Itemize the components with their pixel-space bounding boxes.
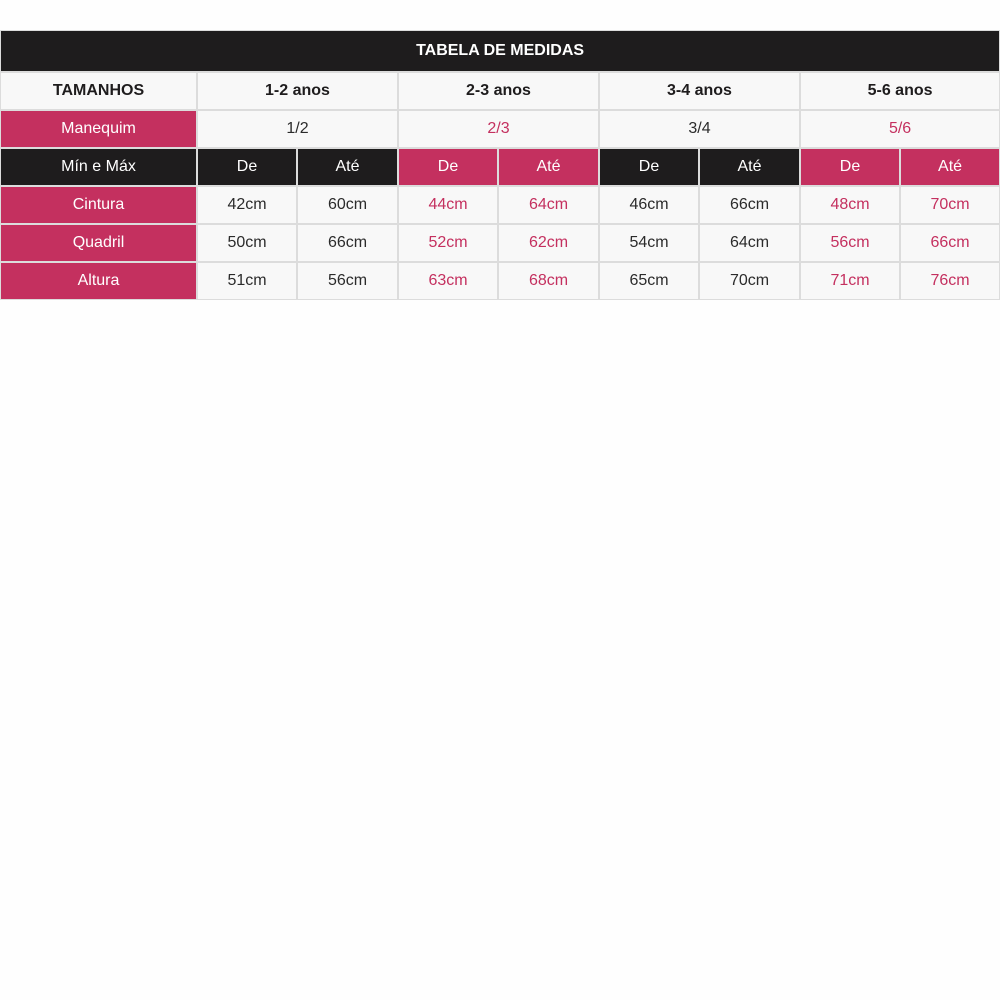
de-header: De: [398, 148, 498, 186]
table-row-altura: [0, 262, 1000, 300]
measure-value: 62cm: [498, 224, 599, 262]
manequim-value: 2/3: [398, 110, 599, 148]
measure-value: 60cm: [297, 186, 398, 224]
measure-value: 63cm: [398, 262, 498, 300]
measure-label: Quadril: [0, 224, 197, 262]
minmax-row: [0, 148, 1000, 186]
manequim-row: [0, 110, 1000, 148]
size-header: 3-4 anos: [599, 72, 800, 110]
measure-value: 66cm: [297, 224, 398, 262]
table-title: TABELA DE MEDIDAS: [0, 30, 1000, 72]
measure-value: 66cm: [900, 224, 1000, 262]
measure-value: 65cm: [599, 262, 699, 300]
measure-value: 46cm: [599, 186, 699, 224]
table-title-row: [0, 30, 1000, 72]
measure-value: 48cm: [800, 186, 900, 224]
measure-value: 66cm: [699, 186, 800, 224]
table-row-quadril: [0, 224, 1000, 262]
ate-header: Até: [498, 148, 599, 186]
de-header: De: [599, 148, 699, 186]
size-header: 1-2 anos: [197, 72, 398, 110]
measure-value: 44cm: [398, 186, 498, 224]
measure-value: 64cm: [699, 224, 800, 262]
measure-value: 56cm: [297, 262, 398, 300]
measure-value: 42cm: [197, 186, 297, 224]
manequim-value: 3/4: [599, 110, 800, 148]
ate-header: Até: [297, 148, 398, 186]
de-header: De: [800, 148, 900, 186]
measure-value: 51cm: [197, 262, 297, 300]
manequim-value: 1/2: [197, 110, 398, 148]
measure-value: 50cm: [197, 224, 297, 262]
measure-value: 56cm: [800, 224, 900, 262]
measure-label: Altura: [0, 262, 197, 300]
measure-value: 54cm: [599, 224, 699, 262]
ate-header: Até: [699, 148, 800, 186]
ate-header: Até: [900, 148, 1000, 186]
measure-value: 64cm: [498, 186, 599, 224]
size-header: 2-3 anos: [398, 72, 599, 110]
measure-value: 52cm: [398, 224, 498, 262]
minmax-label: Mín e Máx: [0, 148, 197, 186]
measure-value: 68cm: [498, 262, 599, 300]
de-header: De: [197, 148, 297, 186]
measure-value: 76cm: [900, 262, 1000, 300]
size-header: 5-6 anos: [800, 72, 1000, 110]
sizes-label: TAMANHOS: [0, 72, 197, 110]
measure-value: 71cm: [800, 262, 900, 300]
measure-label: Cintura: [0, 186, 197, 224]
size-chart-table: [0, 30, 1000, 300]
table-row-cintura: [0, 186, 1000, 224]
manequim-value: 5/6: [800, 110, 1000, 148]
measure-value: 70cm: [699, 262, 800, 300]
sizes-row: [0, 72, 1000, 110]
measure-value: 70cm: [900, 186, 1000, 224]
manequim-label: Manequim: [0, 110, 197, 148]
